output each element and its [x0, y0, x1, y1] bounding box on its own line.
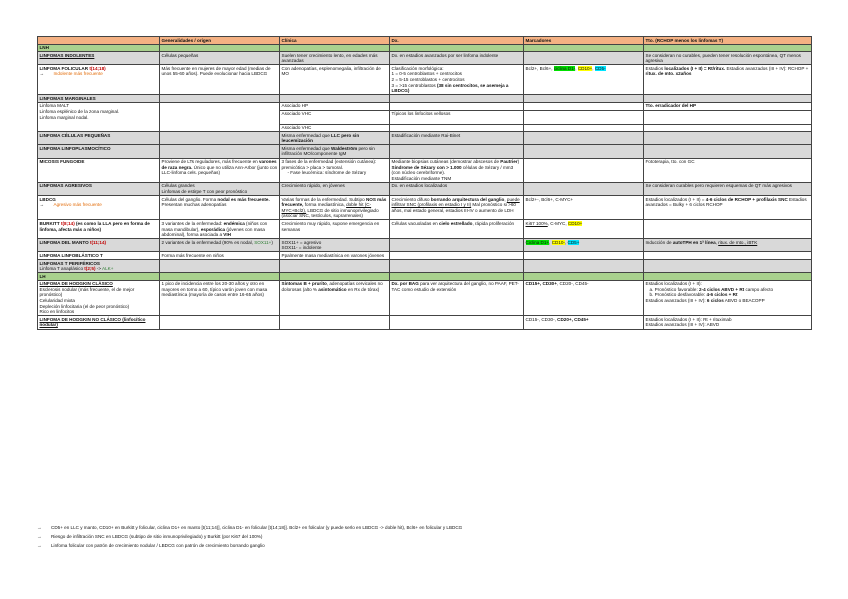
gen-bold: endémica [223, 220, 245, 226]
tto-text: Estadios avanzados = Bulky + 6 ciclos RCHOP [645, 196, 807, 208]
header-cell: Marcadores [524, 37, 644, 45]
dx-bold: Pautrier [500, 159, 518, 164]
arrow-icon: → [37, 543, 42, 548]
dx-bold: cielo estrellado [439, 220, 473, 226]
subtype: Esclerosis nodular (más frecuente, el de mejor pronóstico) [39, 286, 135, 298]
arrow-icon: → [39, 202, 45, 208]
cell-generalidades: Células pequeñas [160, 52, 280, 65]
dx-line-bold: (38 sin centrocitos, se asemeja a LBDCG) [391, 82, 509, 94]
row-linfomas-t-perifericos [38, 260, 812, 273]
tto-text: Estadios avanzados (III + IV): [645, 298, 707, 304]
row-title [38, 220, 160, 239]
row-title [38, 196, 160, 220]
cell-tto [644, 239, 812, 252]
dx-bold: Dx. por BAG [391, 281, 419, 287]
tto-text: campo afecto [744, 286, 774, 292]
row-title [38, 239, 160, 252]
subtype: Depleción linfocitaria (el de peor pronóstico) [39, 303, 130, 309]
cell-tto: Fototerapia, tto. con GC [644, 158, 812, 182]
clin-bold: asintomático [318, 286, 347, 292]
tto-bold: autoTPH en 1ª línea [672, 239, 716, 245]
footnote-line [37, 523, 811, 532]
cell-dx [390, 158, 524, 182]
cell-dx [390, 220, 524, 239]
gen-bold: nodal es más frecuente. [217, 196, 270, 202]
marker-bold: CD20+, CD45+ [557, 316, 589, 322]
header-cell: Tto. (RCHOP menos los linfomas T) [644, 37, 812, 45]
cell-marcadores [524, 65, 644, 95]
tto-bold: localizados (I + II) = Rt/ritux. [664, 65, 726, 71]
cell-tto [644, 124, 812, 132]
cell-dx [390, 280, 524, 316]
tto-underline: ritux. de mto., iBTK [718, 239, 758, 245]
tto-bold: 4-6 ciclos + Rt [706, 292, 738, 298]
subtype: Linfoma MALT [39, 103, 70, 109]
marker: , CD20-, CD45- [556, 281, 589, 287]
clin-text: - Fase leucémica: síndrome de Sézary [287, 170, 367, 176]
clin-bold: LLC pero sin leucemización [281, 132, 360, 144]
cell-generalidades [160, 196, 280, 220]
marker: Bcl2+, Bcl6+, [525, 65, 554, 71]
dx-text: ) [517, 159, 520, 164]
cell-clinica [280, 280, 390, 316]
cell-clinica: Suelen tener crecimiento lento, en edades más avanzadas [280, 52, 390, 65]
row-title: LINFOMA CÉLULAS PEQUEÑAS [38, 132, 160, 145]
cell-tto [644, 65, 812, 95]
row-title-text: LINFOMA DEL MANTO [39, 239, 90, 245]
cell-dx [390, 102, 524, 110]
gen-text: 2 variantes de la enfermedad (90% es nodal, [161, 239, 255, 245]
subtype: Linfoma esplénico de la zona marginal. [39, 109, 120, 115]
gen-text: Células del ganglio. Forma [161, 196, 218, 202]
cell-marcadores [524, 102, 644, 110]
tto-text: b. Pronóstico desfavorable: [649, 292, 707, 298]
gen-bold: esporádica [200, 226, 226, 232]
row-marginales-malt [38, 102, 812, 110]
marker-bold: CD15+, CD30+ [525, 281, 557, 287]
clin-bold: Síntomas B + prurito [281, 281, 327, 287]
cell-tto [644, 280, 812, 316]
gen-green: SOX11+ [254, 239, 272, 245]
dx-line: 3 = >15 centroblastos [391, 82, 437, 88]
row-title: MICOSIS FUNGOIDE [38, 158, 160, 182]
cell-generalidades [160, 220, 280, 239]
cell-clinica: Crecimiento rápido, en jóvenes [280, 182, 390, 195]
row-linfomas-indolentes [38, 52, 812, 65]
tto-text: ABVD o BEACOPP [723, 298, 765, 304]
subtype: Celularidad mixta [39, 298, 75, 304]
cell-clinica [280, 158, 390, 182]
gen-text: Células grandes [161, 183, 195, 189]
footnote-text: Riesgo de infiltración SNC en LBDCG (subtipo de sitio inmunoprivilegiado) y Burkitt (por Ki67 del 100%) [51, 534, 263, 539]
clin-text: Misma enfermedad que [281, 145, 332, 151]
gen-text: ) [271, 239, 273, 245]
gen-text: (jóvenes con masa abdominal), forma asociada a [161, 226, 265, 238]
section-row-lnh [38, 44, 812, 52]
footnote-line [37, 532, 811, 541]
header-cell: Dx. [390, 37, 524, 45]
section-label: LH [38, 273, 160, 281]
section-label: LNH [38, 44, 160, 52]
tto-text: Inducción de [645, 239, 673, 245]
clin-text: 3 fases de la enfermedad (extensión cutánea): premicótica > placa > tumoral. [281, 159, 377, 170]
subtype: Linfoma marginal nodal. [39, 114, 89, 120]
marker: , [592, 65, 595, 71]
footnote-text: CD5+ en LLC y manto, CD10+ en Burkitt y folicular, ciclina D1+ en manto [t(11;14)], ciclina D1- en folicular [t(14;18)]. Bcl2+ en folicular (y puede serlo en LBDCG -> doble hit), Bcl6+ en folicular y LBDCG [51, 525, 463, 530]
clin-bold: Waldeström [331, 145, 358, 151]
subtitle: Indolente más frecuente [53, 71, 103, 77]
cell-marcadores [524, 124, 644, 132]
summary-table-sheet [37, 36, 811, 330]
row-hodgkin-no-clasico [38, 316, 812, 329]
row-title [38, 65, 160, 95]
cell-clinica: Ppalmente masa mediastínica en varones jóvenes [280, 252, 390, 260]
cell-generalidades [160, 239, 280, 252]
tto-text: Estadios localizados (I + II): Rt + rituximab [645, 316, 732, 322]
cell-dx: Dx. en estadios avanzados por ser linfoma indolente [390, 52, 524, 65]
clin-text: Misma enfermedad que [281, 132, 332, 138]
row-title: LINFOMA LINFOPLASMOCÍTICO [38, 145, 160, 158]
row-title-text: LBDCG [39, 196, 56, 202]
header-row [38, 37, 812, 45]
cell-clinica: Asociado VHC [280, 124, 390, 132]
row-micosis-fungoide [38, 158, 812, 182]
tto-text: Estadios avanzados (III + IV): RCHOP + [725, 65, 809, 71]
gen-text: Único que no utiliza Ann-Arbor (junto con LLC-linfoma cels. pequeñas) [161, 164, 278, 176]
marker: , [564, 239, 568, 245]
dx-underline: puede infiltrar SNC (profilaxis en estadio I y II) [391, 196, 520, 208]
row-title-text: BURKITT [39, 220, 61, 226]
dx-text: células de Sézary / mm3 (con núcleo cerebriforme). [391, 164, 514, 176]
cell-dx [390, 196, 524, 220]
dx-text: Estadificación mediante TNM [391, 175, 452, 181]
gen-text: (niños con masa mandibular), [161, 220, 268, 232]
cell-clinica [280, 132, 390, 145]
cell-dx: Dx. en estadios localizados [390, 182, 524, 195]
marker-highlight: CD10- [551, 239, 565, 245]
row-title-text: (es como la LLA pero en forma de linfoma, afecta más a niños) [39, 220, 150, 232]
marker-highlight: CD5- [594, 65, 606, 71]
header-cell [38, 37, 160, 45]
row-title: LINFOMAS MARGINALES [38, 95, 160, 103]
row-burkitt [38, 220, 812, 239]
arrow-icon: → [37, 534, 42, 539]
row-title [38, 280, 160, 316]
subtype-green: ALK+ [102, 266, 114, 272]
marker: , [575, 65, 578, 71]
row-linfomas-marginales [38, 95, 812, 103]
dx-text: Crecimiento difuso [391, 196, 431, 202]
cell-clinica [280, 196, 390, 220]
row-title [38, 260, 160, 273]
tto-bold: 2-4 ciclos ABVD + Rt [699, 286, 745, 292]
cell-dx [390, 65, 524, 95]
cell-dx: Típicos los linfocitos vellosos [390, 110, 524, 124]
cell-dx [390, 124, 524, 132]
tto-text: Estadios localizados (I + II) = [645, 196, 706, 202]
subtype: Rico en linfocitos [39, 309, 75, 315]
marker: , C-MYC, [547, 220, 568, 226]
cell-clinica: Crecimiento muy rápido, supone emergencia en semanas [280, 220, 390, 239]
row-title: LINFOMAS INDOLENTES [38, 52, 160, 65]
cell-generalidades [160, 158, 280, 182]
subtitle: Agresivo más frecuente [53, 202, 102, 208]
dx-text: Mal pronóstico si >60 años, mal estado general, estadios III-IV o aumento de LDH [391, 202, 516, 213]
cell-clinica: Asociado HP [280, 102, 390, 110]
marker-highlight: CD10+ [567, 220, 583, 226]
footnote-line [37, 541, 811, 550]
clin-text: en Rx de tórax) [346, 286, 380, 292]
clin-text: LBDCG de sitio inmunoprivilegiado (asociar SNC, testículos, suprarrenales) [281, 207, 379, 219]
cell-clinica [280, 145, 390, 158]
clin-text: Varias formas de la enfermedad. Subtipo [281, 196, 366, 202]
cell-marcadores: Bcl2+-, Bcl6+, C-MYC+ [524, 196, 644, 220]
section-row-lh [38, 273, 812, 281]
cell-clinica: Con adenopatías, esplenomegalia, infiltración de MO [280, 65, 390, 95]
row-title: LINFOMA DE HODGKIN NO CLÁSICO (linfocítico nodular) [38, 316, 160, 329]
row-title-text: LINFOMA FOLICULAR [39, 65, 89, 71]
row-linfoma-manto [38, 239, 812, 252]
dx-text: para ver arquitectura del ganglio, no PAAF, PET-TAC como estudio de extensión [391, 281, 519, 292]
tto-bold: 4-6 ciclos de RCHOP + profilaxis SNC [705, 196, 788, 202]
arrow-icon: → [39, 71, 45, 77]
footnotes [37, 523, 811, 550]
footnote-text: Linfoma folicular con patrón de crecimiento nodular / LBDCG con patrón de crecimiento borrando ganglio [51, 543, 265, 548]
translocation: t(14;18) [89, 65, 106, 71]
dx-text: , rápida proliferación [472, 220, 515, 226]
cell-generalidades [160, 102, 280, 131]
marker-highlight: ciclina D1- [553, 65, 576, 71]
marker: , [549, 239, 552, 245]
cell-clinica: Asociado VHC [280, 110, 390, 124]
tto-text: Estadios [645, 65, 665, 71]
marker-highlight: Ciclina D1+ [525, 239, 550, 245]
cell-tto [644, 110, 812, 124]
translocation: t(2;5) [84, 266, 96, 272]
row-linfoma-linfoplasmocitico [38, 145, 812, 158]
dx-line: 2 = 5-15 centroblastos + centrocitos [391, 77, 465, 83]
row-title: LINFOMA LINFOBLÁSTICO T [38, 252, 160, 260]
gen-text: Proviene de LTs reguladores, más frecuente en [161, 159, 259, 164]
dx-line: Clasificación morfológica: [391, 65, 444, 71]
row-title-text: LINFOMA DE HODGKIN CLÁSICO [39, 281, 113, 287]
row-subtypes [38, 102, 160, 131]
dx-text: Células vacuoladas en [391, 220, 439, 226]
cell-generalidades: Forma más frecuente en niños [160, 252, 280, 260]
cell-generalidades: Más frecuente en mujeres de mayor edad (medias de unos 55-60 años). Puede evolucionar hacia LBDCG [160, 65, 280, 95]
dx-text: , [504, 196, 507, 202]
row-linfoma-linfoblastico [38, 252, 812, 260]
cell-tto: Tto. erradicador del HP [644, 102, 812, 110]
clin-underline: doble hit (C-MYC+Bcl2), [281, 202, 372, 213]
tto-text: , [715, 239, 719, 245]
subtype: Linfoma T anaplásico [39, 266, 85, 272]
cell-marcadores [524, 52, 644, 65]
clin-text: , adenopatías cervicales no dolorosas (alto % [281, 281, 383, 292]
cell-marcadores [524, 280, 644, 316]
row-title: LINFOMAS AGRESIVOS [38, 182, 160, 195]
lymphoma-summary-table [37, 36, 812, 330]
cell-tto: Se consideran curables pero requieren esquemas de QT más agresivos [644, 182, 812, 195]
row-title-text: LINFOMAS T PERIFÉRICOS [39, 260, 100, 266]
gen-text: Linfomas de estirpe T con peor pronóstico [161, 188, 248, 194]
cell-tto [644, 196, 812, 220]
row-linfomas-agresivos [38, 182, 812, 195]
marker-highlight: CD10+ [577, 65, 593, 71]
cell-generalidades [160, 182, 280, 195]
dx-text: Mediante biopsias cutáneas (demostrar abscesos de [391, 159, 501, 164]
subtype: -> [95, 266, 103, 272]
cell-tto: Se consideran no curables, pueden tener resolución espontánea, QT menos agresiva [644, 52, 812, 65]
tto-bold: 6 ciclos [706, 298, 724, 304]
dx-bold: borrando arquitectura del ganglio [430, 196, 505, 202]
cell-marcadores [524, 110, 644, 124]
cell-clinica [280, 239, 390, 252]
dx-bold: Síndrome de Sézary con > 1.000 [391, 164, 462, 170]
arrow-icon: → [37, 525, 42, 530]
tto-text: Estadios avanzados (III + IV): ABVD [645, 322, 720, 328]
tto-text: a. Pronóstico favorable: [649, 286, 700, 292]
cell-tto [644, 316, 812, 329]
header-cell: Clínica [280, 37, 390, 45]
row-hodgkin-clasico [38, 280, 812, 316]
gen-bold: varones de raza negra. [161, 159, 277, 170]
translocation: t(11;14) [89, 239, 107, 245]
clin-text: SOX11+ = agresivo [281, 239, 322, 245]
cell-generalidades: 1 pico de incidencia entre los 20-30 años y otro en mayores en torno a 60, típico varón joven con masa mediastínica (mayoría de casos entre 16-65 años) [160, 280, 280, 316]
gen-text: Presentan muchas adenopatías [161, 202, 227, 208]
tto-text: Estadios localizados (I + II): [645, 281, 702, 287]
clin-text: forma mediastínica, [303, 202, 347, 208]
row-linfoma-folicular [38, 65, 812, 95]
clin-text: pero sin infiltración MO/componente IgM [281, 145, 375, 157]
cell-marcadores [524, 220, 644, 239]
marker-underline: Ki67 100% [525, 220, 548, 226]
row-lbdcg [38, 196, 812, 220]
gen-text: 3 variantes de la enfermedad: [161, 220, 224, 226]
marker-highlight: CD5+ [567, 239, 580, 245]
clin-bold: NOS más frecuente, [281, 196, 387, 208]
translocation: t(8;14) [60, 220, 75, 226]
gen-bold: VIH [223, 232, 231, 238]
clin-text: SOX11- = indolente [281, 245, 322, 251]
dx-line: 1 = 0-5 centroblastos + centrocitos [391, 71, 462, 77]
marker: CD15-, CD30-, [525, 316, 558, 322]
row-linfoma-celulas-pequenas [38, 132, 812, 145]
cell-marcadores [524, 239, 644, 252]
header-cell: Generalidades / origen [160, 37, 280, 45]
tto-bold: ritux. de mto. x2años [645, 71, 692, 77]
cell-dx: Estadificación mediante Rai-Binet [390, 132, 524, 145]
cell-marcadores [524, 316, 644, 329]
